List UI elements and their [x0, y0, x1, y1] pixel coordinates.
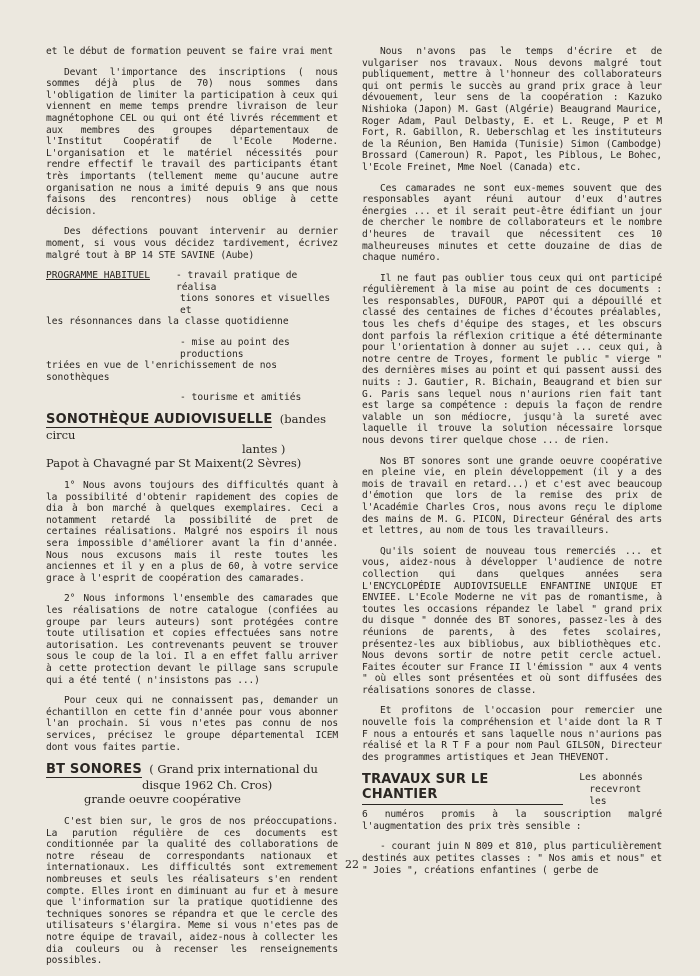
- paragraph: Des défections pouvant intervenir au dernier moment, si vous vous décidez tardivement, écrivez malgré tout à BP 14 STE SAVINE (Aube): [46, 226, 338, 261]
- paragraph: et le début de formation peuvent se faire vrai ment: [46, 46, 333, 57]
- programme-item: - travail pratique de réalisa: [176, 270, 298, 293]
- paragraph: C'est bien sur, le gros de nos préoccupations. La parution régulière de ces documents est conditionnée par la qualité des collaborations de notre réseau de correspondants nationaux et internationaux. Les difficultés sont extremement nombreuses et seuls les réalisateurs s'en rendent compte. Elles iront en diminuant au fur et à mesure que l'information sur la pratique quotidienne des techniques sonores se répandra et que le cercle des utilisateurs s'élargira. Meme si vous n'etes pas de notre équipe de travail, aidez-nous à collecter les dia couleurs ou à recenser les renseignements possibles.: [46, 816, 338, 967]
- programme-item: - tourisme et amitiés: [180, 392, 302, 404]
- section-subtitle: grande oeuvre coopérative: [84, 792, 241, 807]
- section-title: SONOTHÈQUE AUDIOVISUELLE: [46, 412, 273, 428]
- section-subtitle: disque 1962 Ch. Cros): [142, 778, 273, 793]
- section-subtitle: lantes ): [242, 442, 286, 457]
- paragraph: Et profitons de l'occasion pour remercier une nouvelle fois la compréhension et l'aide dont la R T F nous a entourés et sans laquelle nous n'aurions pas réalisé et la R T F a pour nom Paul GILSON, Directeur des programmes artistiques et Jean THEVENOT.: [362, 705, 662, 763]
- travaux-heading: [362, 772, 662, 807]
- programme-label: PROGRAMME HABITUEL: [46, 270, 150, 282]
- side-note-line: recevront les: [589, 784, 642, 807]
- left-column: [46, 46, 338, 976]
- page-number: 22: [345, 858, 359, 871]
- section-title: BT SONORES: [46, 762, 142, 778]
- travaux-side-note: [579, 772, 662, 807]
- programme-item: tions sonores et visuelles et: [180, 293, 331, 316]
- sonotheque-heading: [46, 412, 338, 470]
- programme-block: [46, 270, 338, 404]
- paragraph: Il ne faut pas oublier tous ceux qui ont participé régulièrement à la mise au point de ces documents : les responsables, DUFOUR, PAPOT qui a dépouillé et classé des centaines de fiches d'écoutes préalables, tous les chefs d'équipe des stages, et les obscurs dont parfois la réflexion critique a été déterminante pour l'orientation à donner au sujet ... ceux qui, à notre centre de Troyes, forment le public " vierge " des dernières mises au point et qui passent aussi des nuits : J. Gautier, R. Bichain, Beaugrand et bien sur G. Paris sans lequel nous n'aurions rien fait tant est large sa compétence : depuis la façon de rendre valable un son médiocre, jusqu'à la sureté avec laquelle il trouve la solution nécessaire lorsque nous devons tirer quelque chose ... de rien.: [362, 272, 662, 446]
- section-address: Papot à Chavagné par St Maixent(2 Sèvres): [46, 456, 302, 471]
- programme-item: - mise au point des productions: [180, 337, 290, 360]
- paragraph: 2° Nous informons l'ensemble des camarades que les réalisations de notre catalogue (confiées au groupe par leurs auteurs) sont protégées contre toute utilisation et copies effectuées sans notre autorisation. Les contrevenants peuvent se trouver sous le coup de la loi. Il a en effet fallu arriver à cette protection devant le pillage sans scrupule qui a été tenté ( n'insistons pas ...): [46, 593, 338, 686]
- paragraph: Ces camarades ne sont eux-memes souvent que des responsables ayant réuni autour d'eux d'autres énergies ... et il serait peut-être édifiant un jour de chercher le nombre de collaborateurs et le nombre d'heures de travail que nécessitent ces 10 malheureuses minutes et cette douzaine de dias de chaque numéro.: [362, 182, 662, 264]
- paragraph: Devant l'importance des inscriptions ( nous sommes déjà plus de 70) nous sommes dans l'obligation de limiter la participation à ceux qui viennent en meme temps prendre livraison de leur magnétophone CEL ou qui ont été livrés récemment et aux membres des groupes départementaux de l'Institut Coopératif de l'Ecole Moderne. L'organisation et le matériel nécessités pour rendre effectif le travail des participants étant très importants (tellement meme qu'aucune autre organisation ne nous a imité depuis 9 ans que nous faisons des rencontres) nous oblige à cette décision.: [46, 66, 338, 217]
- paragraph: Nos BT sonores sont une grande oeuvre coopérative en pleine vie, en plein développement (il y a des mois de travail en retard...) et c'est avec beaucoup d'émotion que lors de la remise des prix de l'Académie Charles Cros, nous avons reçu le diplome des mains de M. G. PICON, Directeur Général des arts et lettres, au nom de tous les travailleurs.: [362, 455, 662, 537]
- section-subtitle: (bandes circu: [46, 412, 326, 443]
- programme-item: les résonnances dans la classe quotidienne: [46, 316, 289, 328]
- paragraph: - courant juin N 809 et 810, plus particulièrement destinés aux petites classes : " Nos amis et nous" et " Joies ", créations enfantines ( gerbe de: [362, 841, 662, 876]
- paragraph: Nous n'avons pas le temps d'écrire et de vulgariser nos travaux. Nous devons malgré tout publiquement, mettre à l'honneur des collaborateurs qui ont permis le succès au grand prix grace à leur dévouement, leur sens de la coopération : Kazuko Nishioka (Japon) M. Gast (Algérie) Beaugrand Maurice, Roger Adam, Paul Delbasty, E. et L. Reuge, P et M Fort, R. Gabillon, R. Ueberschlag et les instituteurs de la Réunion, Ben Hamida (Tunisie) Simon (Cambodge) Brossard (Cameroun) R. Papot, les Piblous, Le Bohec, l'Ecole Freinet, Mme Noel (Canada) etc.: [362, 46, 662, 173]
- side-note-line: Les abonnés: [579, 772, 643, 784]
- paragraph: Pour ceux qui ne connaissent pas, demander un échantillon en cette fin d'année pour vous abonner l'an prochain. Si vous n'etes pas connu de nos services, précisez le groupe départemental ICEM dont vous faites partie.: [46, 695, 338, 753]
- section-subtitle: ( Grand prix international du: [149, 762, 318, 777]
- paragraph: Qu'ils soient de nouveau tous remerciés ... et vous, aidez-nous à développer l'audience de notre collection qui dans quelques années sera L'ENCYCLOPÉDIE AUDIOVISUELLE ENFANTINE UNIQUE ET ENVIEE. L'Ecole Moderne ne vit pas de romantisme, à toutes les occasions répandez le label " grand prix du disque " donnée des BT sonores, passez-les à des réunions de parents, à des fetes scolaires, présentez-les aux bibliobus, aux bibliothèques etc. Nous devons sortir de notre petit cercle actuel. Faites écouter sur France II l'émission " aux 4 vents " où elles sont présentées et où sont diffusées des réalisations sonores de classe.: [362, 545, 662, 696]
- paragraph: 1° Nous avons toujours des difficultés quant à la possibilité d'obtenir rapidement des copies de dia à bon marché à quelques exemplaires. Ceci a notamment retardé la possibilité de pret de certaines réalisations. Malgré nos espoirs il nous sera impossible d'améliorer avant la fin d'année. Nous nous excusons mais il reste toutes les anciennes et il y en a plus de 60, à votre service grace à l'esprit de coopération des camarades.: [46, 480, 338, 584]
- right-column: [362, 46, 662, 885]
- programme-item: triées en vue de l'enrichissement de nos sonothèques: [46, 360, 278, 383]
- bt-sonores-heading: [46, 762, 338, 806]
- paragraph: 6 numéros promis à la souscription malgré l'augmentation des prix très sensible :: [362, 809, 662, 832]
- section-title: TRAVAUX SUR LE CHANTIER: [362, 772, 563, 805]
